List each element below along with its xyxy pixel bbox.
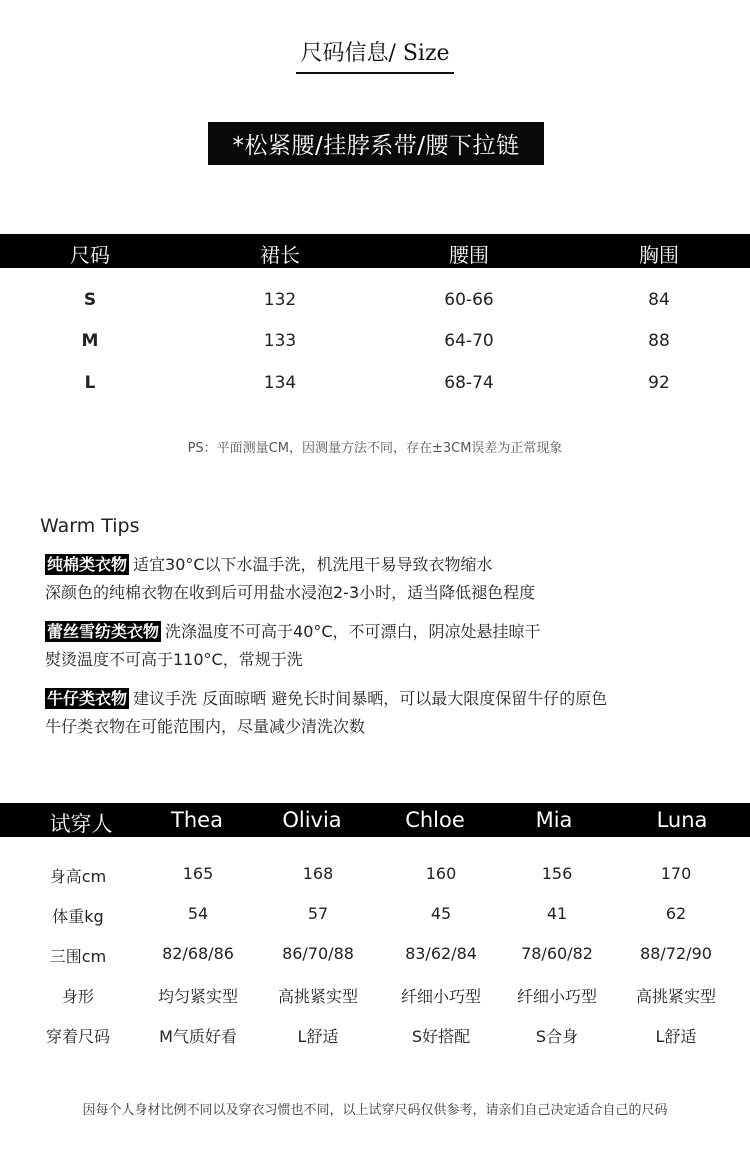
size-cell: 84 — [648, 290, 670, 310]
size-cell: 134 — [263, 373, 297, 393]
model-cell: 78/60/82 — [521, 944, 593, 963]
model-cell: 82/68/86 — [162, 944, 234, 963]
model-cell: 156 — [541, 864, 573, 883]
size-cell: 132 — [263, 290, 297, 310]
model-cell: S好搭配 — [411, 1027, 471, 1046]
tip-line — [45, 552, 493, 575]
size-cell: M — [81, 331, 99, 351]
size-header-cell: 腰围 — [449, 243, 489, 267]
tip-line: 牛仔类衣物在可能范围内，尽量减少清洗次数 — [45, 717, 366, 736]
measurement-note: PS：平面测量CM，因测量方法不同，存在±3CM误差为正常现象 — [187, 441, 563, 456]
model-cell: 高挑紧实型 — [635, 987, 717, 1006]
page-title: 尺码信息/ Size — [300, 41, 450, 66]
model-cell: 57 — [307, 904, 329, 923]
model-cell: M气质好看 — [159, 1027, 237, 1046]
size-cell: S — [83, 290, 97, 310]
model-cell: 88/72/90 — [640, 944, 712, 963]
model-cell: 身形 — [61, 987, 95, 1006]
model-header-cell: Thea — [171, 808, 223, 832]
model-cell: 体重kg — [52, 907, 104, 926]
tip-line: 熨烫温度不可高于110°C，常规于洗 — [45, 650, 303, 669]
model-cell: 165 — [182, 864, 214, 883]
model-cell: 62 — [665, 904, 687, 923]
size-table-header — [0, 234, 750, 268]
size-cell: 64-70 — [444, 331, 494, 351]
size-cell: 92 — [648, 373, 670, 393]
model-cell: 83/62/84 — [405, 944, 477, 963]
tip-text: 适宜30°C以下水温手洗，机洗甩干易导致衣物缩水 — [133, 555, 493, 574]
model-header-cell: Luna — [656, 808, 708, 832]
tip-tag-denim: 牛仔类衣物 — [47, 689, 128, 708]
feature-banner: *松紧腰/挂脖系带/腰下拉链 — [208, 122, 544, 165]
title-underline — [296, 72, 454, 74]
model-table-header — [0, 803, 750, 837]
model-header-cell: 试穿人 — [49, 812, 113, 836]
tips-title: Warm Tips — [40, 515, 140, 537]
model-cell: 穿着尺码 — [45, 1027, 111, 1046]
size-cell: L — [84, 373, 96, 393]
model-cell: S合身 — [535, 1027, 579, 1046]
model-cell: 纤细小巧型 — [400, 987, 482, 1006]
model-cell: 45 — [430, 904, 452, 923]
model-cell: 身高cm — [49, 867, 107, 886]
model-cell: 168 — [302, 864, 334, 883]
tip-tag-lace: 蕾丝雪纺类衣物 — [47, 622, 160, 641]
model-header-cell: Olivia — [282, 808, 342, 832]
model-header-cell: Mia — [535, 808, 573, 832]
size-header-cell: 尺码 — [70, 243, 110, 267]
model-cell: 均匀紧实型 — [157, 987, 239, 1006]
tip-text: 建议手洗 反面晾晒 避免长时间暴晒，可以最大限度保留牛仔的原色 — [133, 689, 608, 708]
tip-line — [45, 619, 541, 642]
size-header-cell: 胸围 — [639, 243, 679, 267]
model-cell: 170 — [660, 864, 692, 883]
tip-text: 洗涤温度不可高于40°C，不可漂白，阴凉处悬挂晾干 — [165, 622, 541, 641]
model-cell: 86/70/88 — [282, 944, 354, 963]
size-cell: 68-74 — [444, 373, 494, 393]
size-header-cell: 裙长 — [260, 243, 300, 267]
model-cell: L舒适 — [297, 1027, 339, 1046]
model-cell: 纤细小巧型 — [516, 987, 598, 1006]
model-header-cell: Chloe — [405, 808, 465, 832]
model-cell: 高挑紧实型 — [277, 987, 359, 1006]
tip-line — [45, 686, 607, 709]
tip-tag-cotton: 纯棉类衣物 — [47, 555, 128, 574]
model-cell: L舒适 — [655, 1027, 697, 1046]
tip-line: 深颜色的纯棉衣物在收到后可用盐水浸泡2-3小时，适当降低褪色程度 — [45, 583, 536, 602]
model-cell: 54 — [187, 904, 209, 923]
size-cell: 88 — [648, 331, 670, 351]
size-cell: 60-66 — [444, 290, 494, 310]
model-cell: 三围cm — [49, 947, 107, 966]
footer-note: 因每个人身材比例不同以及穿衣习惯也不同，以上试穿尺码仅供参考，请亲们自己决定适合自己的尺码 — [82, 1103, 668, 1118]
model-cell: 41 — [546, 904, 568, 923]
model-cell: 160 — [425, 864, 457, 883]
size-cell: 133 — [263, 331, 297, 351]
